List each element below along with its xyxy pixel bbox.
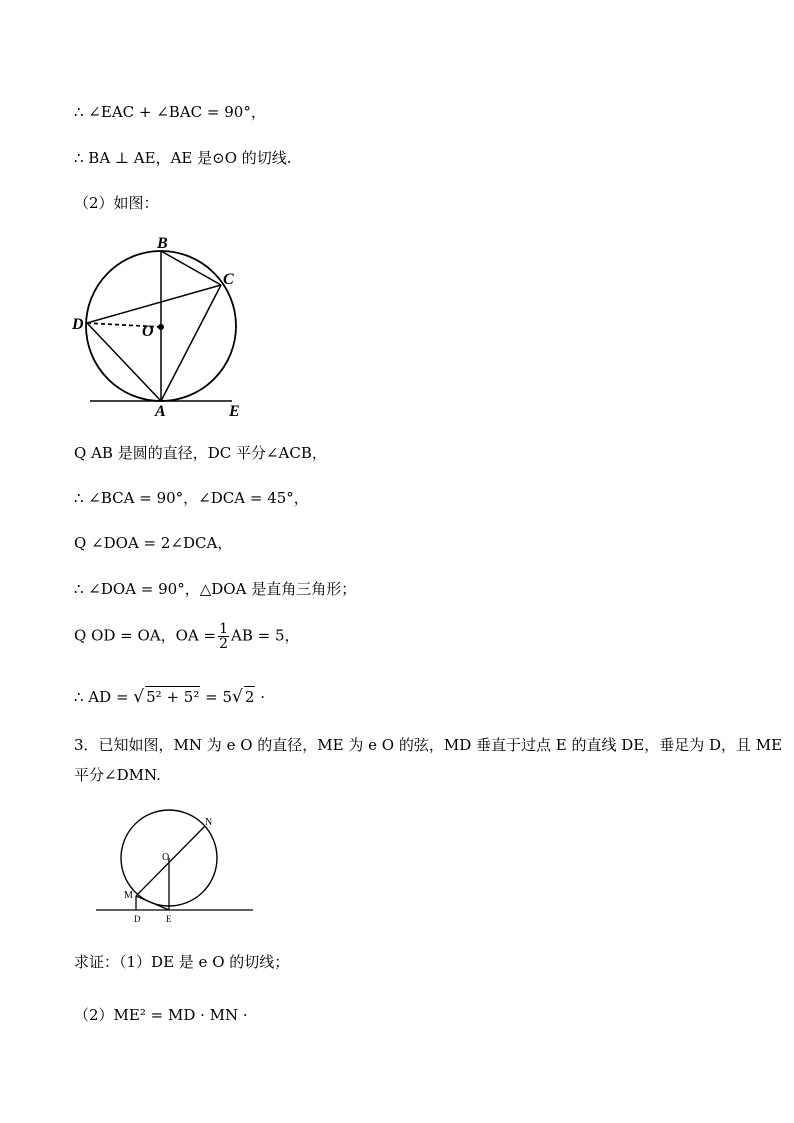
line9-part-c: ·	[260, 688, 265, 706]
question-3-line-1: 3．已知如图，MN 为 e O 的直径，ME 为 e O 的弦，MD 垂直于过点 E 的直线 DE，垂足为 D，且 ME	[74, 736, 783, 754]
label-E: E	[166, 914, 172, 924]
text-line-1: ∴ ∠EAC + ∠BAC = 90°，	[74, 103, 266, 121]
label-C: C	[223, 271, 234, 288]
label-M: M	[124, 890, 133, 901]
line8-part-b: AB = 5，	[231, 626, 300, 645]
label-E: E	[229, 403, 240, 420]
text-line-2: ∴ BA ⊥ AE，AE 是⊙O 的切线.	[74, 149, 292, 167]
fraction-one-half	[218, 622, 229, 651]
radical-sign-2: √	[232, 687, 243, 707]
label-A: A	[155, 403, 166, 420]
fraction-denominator: 2	[219, 636, 229, 652]
proof-line-2: （2）ME² = MD · MN ·	[74, 1006, 248, 1024]
radical-sign: √	[133, 687, 145, 707]
fraction-numerator: 1	[219, 621, 229, 637]
proof-line-1: 求证：（1）DE 是 e O 的切线；	[74, 953, 290, 971]
text-line-7: ∴ ∠DOA = 90°，△DOA 是直角三角形；	[74, 580, 357, 598]
line8-part-a: Q OD = OA，OA =	[74, 626, 217, 645]
label-D: D	[72, 316, 84, 333]
text-line-4: Q AB 是圆的直径，DC 平分∠ACB，	[74, 444, 327, 462]
text-line-6: Q ∠DOA = 2∠DCA，	[74, 534, 233, 552]
radicand-2: 2	[244, 688, 255, 706]
text-line-9	[74, 686, 265, 707]
label-D: D	[134, 914, 141, 924]
text-line-8	[74, 622, 300, 651]
question-3-line-2: 平分∠DMN.	[74, 766, 161, 784]
label-O: O	[162, 852, 170, 863]
label-B: B	[157, 235, 168, 252]
text-line-5: ∴ ∠BCA = 90°，∠DCA = 45°，	[74, 489, 309, 507]
figure-circle-tangent-1	[70, 230, 255, 425]
text-line-3: （2）如图：	[74, 194, 159, 212]
label-N: N	[205, 817, 213, 828]
label-O: O	[142, 323, 154, 340]
line9-part-b: = 5	[205, 688, 233, 706]
radicand-1: 5² + 5²	[146, 688, 200, 706]
line9-part-a: ∴ AD =	[74, 688, 129, 706]
figure-circle-tangent-2	[93, 812, 258, 927]
